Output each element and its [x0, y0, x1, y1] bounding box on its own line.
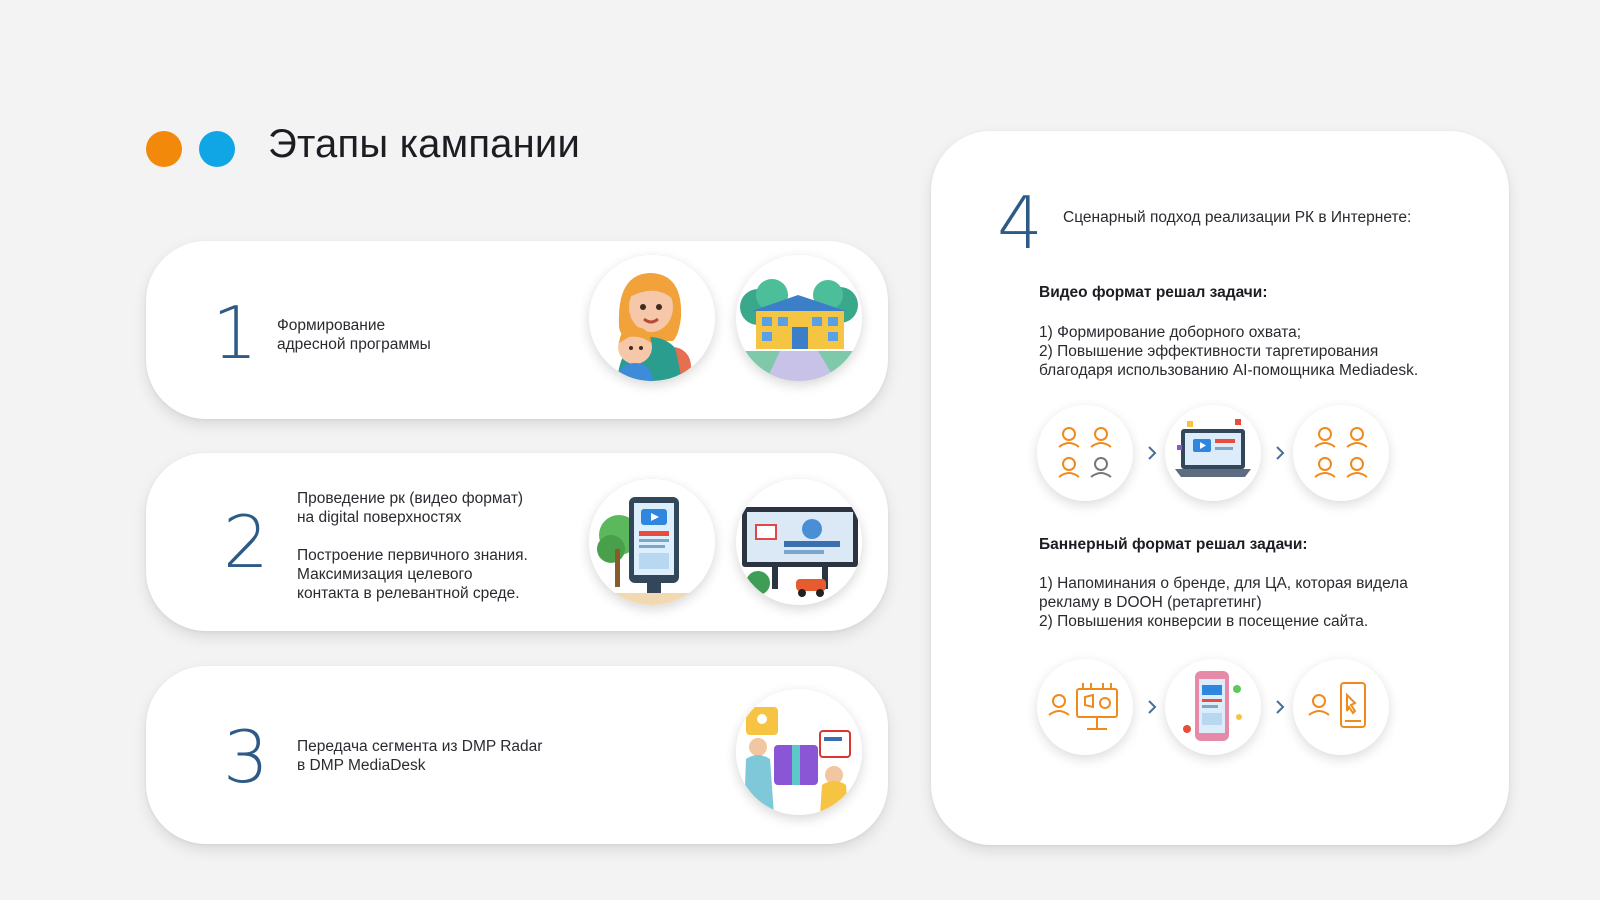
blue-dot — [199, 131, 235, 167]
data-transfer-people-illustration — [736, 689, 862, 815]
step-1-number: 1 — [212, 291, 258, 375]
step-2-line: Проведение рк (видео формат) — [297, 490, 524, 507]
audience-icon — [1037, 405, 1133, 501]
audience-icon — [1293, 405, 1389, 501]
step-2-card — [146, 453, 888, 631]
chevron-right-icon — [1273, 444, 1287, 462]
step-2-line: контакта в релевантной среде. — [297, 585, 520, 602]
step-1-line: адресной программы — [277, 336, 431, 353]
banner-format-tasks — [1039, 574, 1408, 631]
banner-format-title: Баннерный формат решал задачи: — [1039, 536, 1308, 553]
step-2-text — [297, 489, 528, 603]
school-building-illustration — [736, 255, 862, 381]
step-2-number: 2 — [223, 500, 269, 584]
step-3-number: 3 — [223, 715, 269, 799]
step-3-text — [297, 737, 542, 775]
chevron-right-icon — [1145, 698, 1159, 716]
step-1-card — [146, 241, 888, 419]
step-4-card — [931, 131, 1509, 845]
step-3-card — [146, 666, 888, 844]
digital-billboard-illustration — [736, 479, 862, 605]
laptop-video-icon — [1165, 405, 1261, 501]
step-1-line: Формирование — [277, 317, 386, 334]
page-title: Этапы кампании — [268, 122, 580, 166]
task-line: рекламу в DOOH (ретаргетинг) — [1039, 594, 1262, 611]
step-2-line: на digital поверхностях — [297, 509, 462, 526]
mother-child-illustration — [589, 255, 715, 381]
task-line: 2) Повышение эффективности таргетирования — [1039, 343, 1379, 360]
chevron-right-icon — [1273, 698, 1287, 716]
task-line: 2) Повышения конверсии в посещение сайта. — [1039, 613, 1369, 630]
video-format-tasks — [1039, 323, 1418, 380]
billboard-audience-icon — [1037, 659, 1133, 755]
digital-citylight-illustration — [589, 479, 715, 605]
step-1-text — [277, 316, 431, 354]
step-3-line: в DMP MediaDesk — [297, 757, 426, 774]
step-3-line: Передача сегмента из DMP Radar — [297, 738, 543, 755]
mobile-click-icon — [1293, 659, 1389, 755]
chevron-right-icon — [1145, 444, 1159, 462]
orange-dot — [146, 131, 182, 167]
task-line: 1) Формирование доборного охвата; — [1039, 324, 1302, 341]
step-4-heading: Сценарный подход реализации РК в Интернете: — [1063, 209, 1412, 226]
task-line: благодаря использованию AI-помощника Mediadesk. — [1039, 362, 1419, 379]
smartphone-banner-icon — [1165, 659, 1261, 755]
step-2-line: Максимизация целевого — [297, 566, 473, 583]
text-gap — [297, 527, 528, 546]
task-line: 1) Напоминания о бренде, для ЦА, которая видела — [1039, 575, 1408, 592]
step-4-number: 4 — [997, 181, 1043, 265]
step-2-line: Построение первичного знания. — [297, 547, 528, 564]
video-format-title: Видео формат решал задачи: — [1039, 284, 1268, 301]
